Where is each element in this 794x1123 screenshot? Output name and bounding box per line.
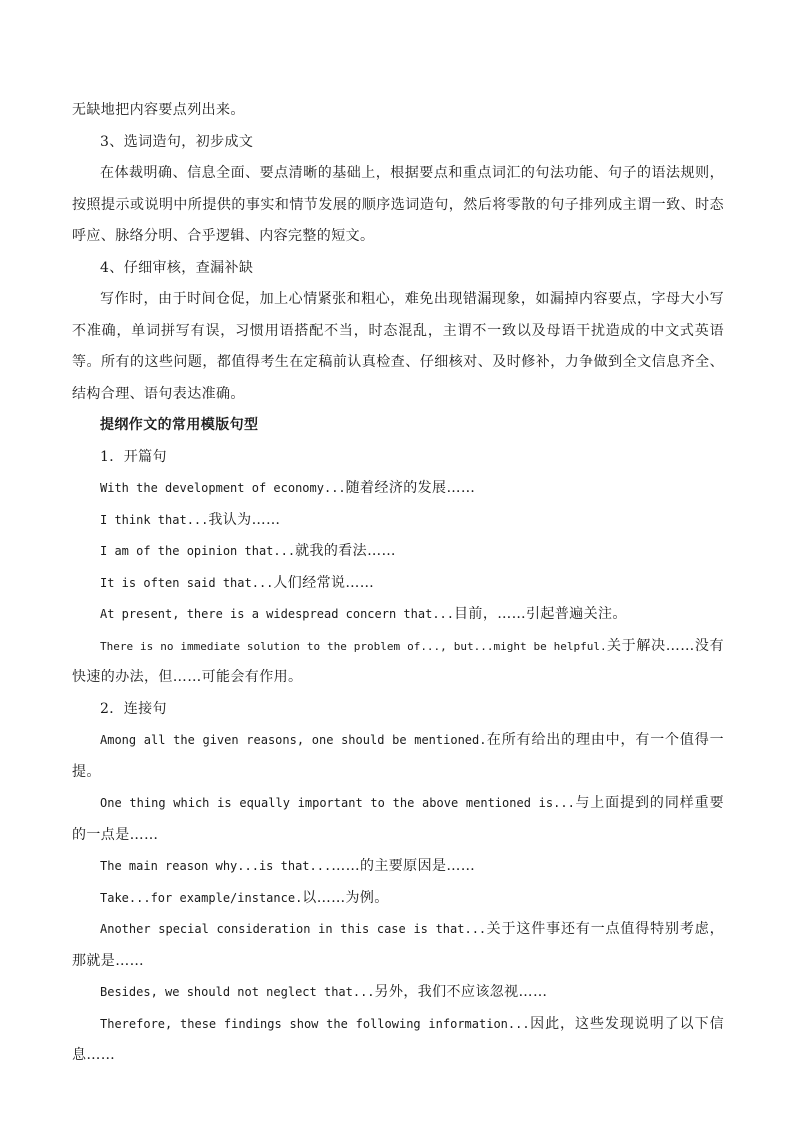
step-3-title: 3、选词造句，初步成文 <box>100 133 254 150</box>
step-3-body: 在体裁明确、信息全面、要点清晰的基础上，根据要点和重点词汇的句法功能、句子的语法规则，按照提示或说明中所提供的事实和情节发展的顺序选词造句，然后将零散的句子排列成主谓一致、时态呼应、脉络分明、合乎逻辑、内容完整的短文。 <box>72 165 724 244</box>
page-content <box>72 95 724 1072</box>
opening-sentence: At present, there is a widespread concern that...目前，……引起普遍关注。 <box>100 606 627 622</box>
linking-sentence: One thing which is equally important to the above mentioned is...与上面提到的同样重要的一点是…… <box>72 795 724 843</box>
section-2-title: 2．连接句 <box>100 700 167 717</box>
linking-sentence: Another special consideration in this case is that...关于这件事还有一点值得特别考虑，那就是…… <box>72 921 725 969</box>
linking-sentence: Take...for example/instance.以……为例。 <box>100 889 389 906</box>
linking-sentence: Besides, we should not neglect that...另外，我们不应该忽视…… <box>100 984 548 1000</box>
section-1-title: 1．开篇句 <box>100 448 167 465</box>
linking-sentence: Therefore, these findings show the following information...因此，这些发现说明了以下信息…… <box>72 1015 724 1063</box>
linking-sentence: The main reason why...is that...……的主要原因是…… <box>100 858 476 874</box>
step-4-title: 4、仔细审核，查漏补缺 <box>100 259 254 276</box>
opening-sentence: It is often said that...人们经常说…… <box>100 574 375 591</box>
paragraph-continuation: 无缺地把内容要点列出来。 <box>72 102 245 118</box>
linking-sentence: Among all the given reasons, one should be mentioned.在所有给出的理由中，有一个值得一提。 <box>72 732 724 780</box>
step-4-body: 写作时，由于时间仓促，加上心情紧张和粗心，难免出现错漏现象，如漏掉内容要点，字母大小写不准确，单词拼写有误，习惯用语搭配不当，时态混乱，主谓不一致以及母语干扰造成的中文式英语等。所有的这些问题，都值得考生在定稿前认真检查、仔细核对、及时修补，力争做到全文信息齐全、结构合理、语句表达准确。 <box>72 291 724 402</box>
opening-sentence: With the development of economy...随着经济的发展…… <box>100 480 476 496</box>
opening-sentence: I am of the opinion that...就我的看法…… <box>100 543 396 559</box>
opening-sentence: There is no immediate solution to the problem of..., but...might be helpful.关于解决……没有快速的办法，但……可能会有作用。 <box>72 637 724 685</box>
opening-sentence: I think that...我认为…… <box>100 511 281 528</box>
section-heading: 提纲作文的常用模版句型 <box>100 417 259 433</box>
